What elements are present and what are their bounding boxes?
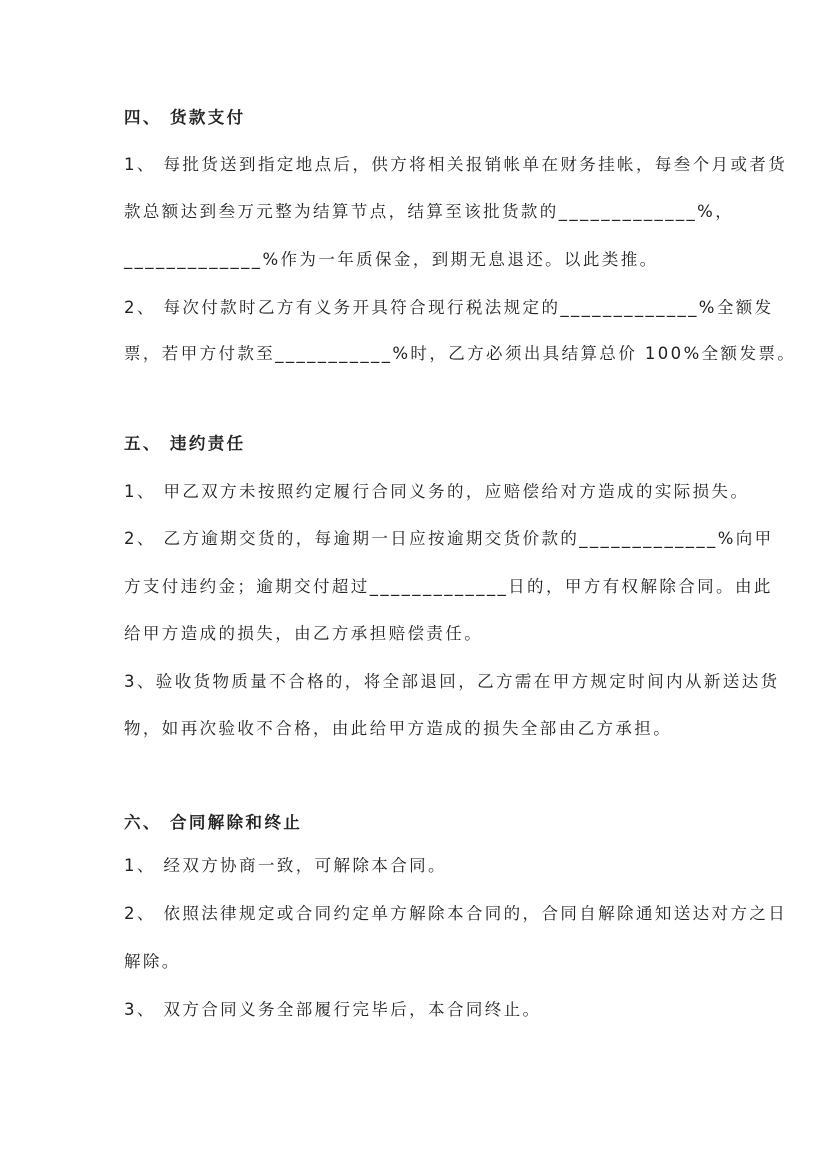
text-line: 3、 双方合同义务全部履行完毕后，本合同终止。 — [124, 1000, 542, 1019]
text-line: 1、 每批货送到指定地点后，供方将相关报销帐单在财务挂帐，每叁个月或者货 — [124, 155, 788, 174]
section-heading: 五、 违约责任 — [124, 434, 246, 453]
section-heading: 四、 货款支付 — [124, 108, 246, 127]
section-heading: 六、 合同解除和终止 — [124, 813, 303, 832]
text-line: 方支付违约金；逾期交付超过_____________日的，甲方有权解除合同。由此 — [124, 577, 773, 596]
text-line: 票，若甲方付款至___________%时，乙方必须出具结算总价 100%全额发票。 — [124, 344, 797, 363]
text-line: 物，如再次验收不合格，由此给甲方造成的损失全部由乙方承担。 — [124, 719, 673, 738]
text-line: 2、 乙方逾期交货的，每逾期一日应按逾期交货价款的_____________%向甲 — [124, 529, 774, 548]
text-line: 3、验收货物质量不合格的，将全部退回，乙方需在甲方规定时间内从新送达货 — [124, 672, 780, 691]
text-line: 2、 每次付款时乙方有义务开具符合现行税法规定的_____________%全额发 — [124, 298, 774, 317]
text-line: 1、 经双方协商一致，可解除本合同。 — [124, 856, 447, 875]
text-line: _____________%作为一年质保金，到期无息退还。以此类推。 — [124, 250, 659, 269]
text-line: 款总额达到叁万元整为结算节点，结算至该批货款的_____________%， — [124, 202, 735, 221]
text-line: 1、 甲乙双方未按照约定履行合同义务的，应赔偿给对方造成的实际损失。 — [124, 482, 750, 501]
text-line: 解除。 — [124, 952, 181, 971]
text-line: 2、 依照法律规定或合同约定单方解除本合同的，合同自解除通知送达对方之日 — [124, 904, 788, 923]
text-line: 给甲方造成的损失，由乙方承担赔偿责任。 — [124, 624, 484, 643]
